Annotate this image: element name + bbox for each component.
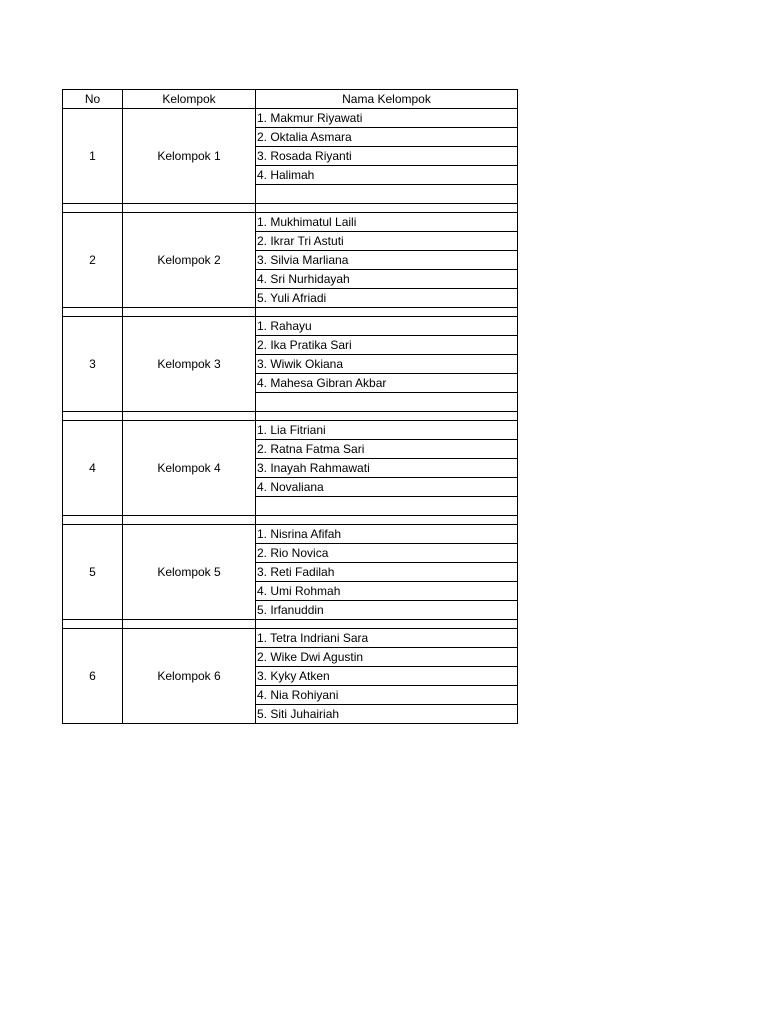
group-name: Kelompok 4: [123, 421, 256, 516]
table-row: [63, 317, 518, 336]
group-name: Kelompok 6: [123, 629, 256, 724]
member-name: [256, 497, 518, 516]
member-name: 4. Novaliana: [256, 478, 518, 497]
member-name: 2. Ika Pratika Sari: [256, 336, 518, 355]
table-row: [63, 525, 518, 544]
header-kelompok: Kelompok: [123, 90, 256, 109]
spacer-cell: [256, 620, 518, 629]
table-row: [63, 629, 518, 648]
group-number: 6: [63, 629, 123, 724]
member-name: 1. Mukhimatul Laili: [256, 213, 518, 232]
table-row: [63, 213, 518, 232]
spacer-cell: [256, 516, 518, 525]
spacer-cell: [123, 620, 256, 629]
member-name: 4. Nia Rohiyani: [256, 686, 518, 705]
group-number: 4: [63, 421, 123, 516]
header-nama-kelompok: Nama Kelompok: [256, 90, 518, 109]
member-name: 5. Irfanuddin: [256, 601, 518, 620]
group-number: 5: [63, 525, 123, 620]
group-name: Kelompok 3: [123, 317, 256, 412]
header-no: No: [63, 90, 123, 109]
group-name: Kelompok 5: [123, 525, 256, 620]
member-name: 3. Silvia Marliana: [256, 251, 518, 270]
group-table: [62, 89, 518, 724]
spacer-row: [63, 204, 518, 213]
member-name: 1. Nisrina Afifah: [256, 525, 518, 544]
member-name: 4. Umi Rohmah: [256, 582, 518, 601]
member-name: 4. Sri Nurhidayah: [256, 270, 518, 289]
group-number: 3: [63, 317, 123, 412]
member-name: 2. Ratna Fatma Sari: [256, 440, 518, 459]
member-name: 2. Rio Novica: [256, 544, 518, 563]
table-row: [63, 421, 518, 440]
spacer-cell: [123, 412, 256, 421]
member-name: 3. Reti Fadilah: [256, 563, 518, 582]
table-row: [63, 109, 518, 128]
header-row: [63, 90, 518, 109]
spacer-cell: [256, 308, 518, 317]
spacer-row: [63, 412, 518, 421]
member-name: 2. Oktalia Asmara: [256, 128, 518, 147]
spacer-cell: [256, 204, 518, 213]
spacer-cell: [123, 308, 256, 317]
spacer-cell: [63, 620, 123, 629]
spacer-cell: [123, 204, 256, 213]
member-name: 4. Halimah: [256, 166, 518, 185]
member-name: 2. Ikrar Tri Astuti: [256, 232, 518, 251]
member-name: 5. Yuli Afriadi: [256, 289, 518, 308]
spacer-cell: [63, 412, 123, 421]
member-name: 1. Makmur Riyawati: [256, 109, 518, 128]
member-name: 1. Rahayu: [256, 317, 518, 336]
member-name: 3. Inayah Rahmawati: [256, 459, 518, 478]
group-number: 2: [63, 213, 123, 308]
spacer-cell: [123, 516, 256, 525]
spacer-row: [63, 620, 518, 629]
spacer-row: [63, 516, 518, 525]
member-name: 3. Rosada Riyanti: [256, 147, 518, 166]
member-name: 3. Wiwik Okiana: [256, 355, 518, 374]
member-name: 1. Tetra Indriani Sara: [256, 629, 518, 648]
member-name: 2. Wike Dwi Agustin: [256, 648, 518, 667]
member-name: [256, 185, 518, 204]
member-name: 1. Lia Fitriani: [256, 421, 518, 440]
group-number: 1: [63, 109, 123, 204]
group-name: Kelompok 2: [123, 213, 256, 308]
spacer-cell: [63, 204, 123, 213]
spacer-cell: [63, 516, 123, 525]
group-name: Kelompok 1: [123, 109, 256, 204]
member-name: 4. Mahesa Gibran Akbar: [256, 374, 518, 393]
spacer-row: [63, 308, 518, 317]
table-body: [63, 109, 518, 724]
spacer-cell: [256, 412, 518, 421]
member-name: 5. Siti Juhairiah: [256, 705, 518, 724]
spacer-cell: [63, 308, 123, 317]
member-name: [256, 393, 518, 412]
member-name: 3. Kyky Atken: [256, 667, 518, 686]
